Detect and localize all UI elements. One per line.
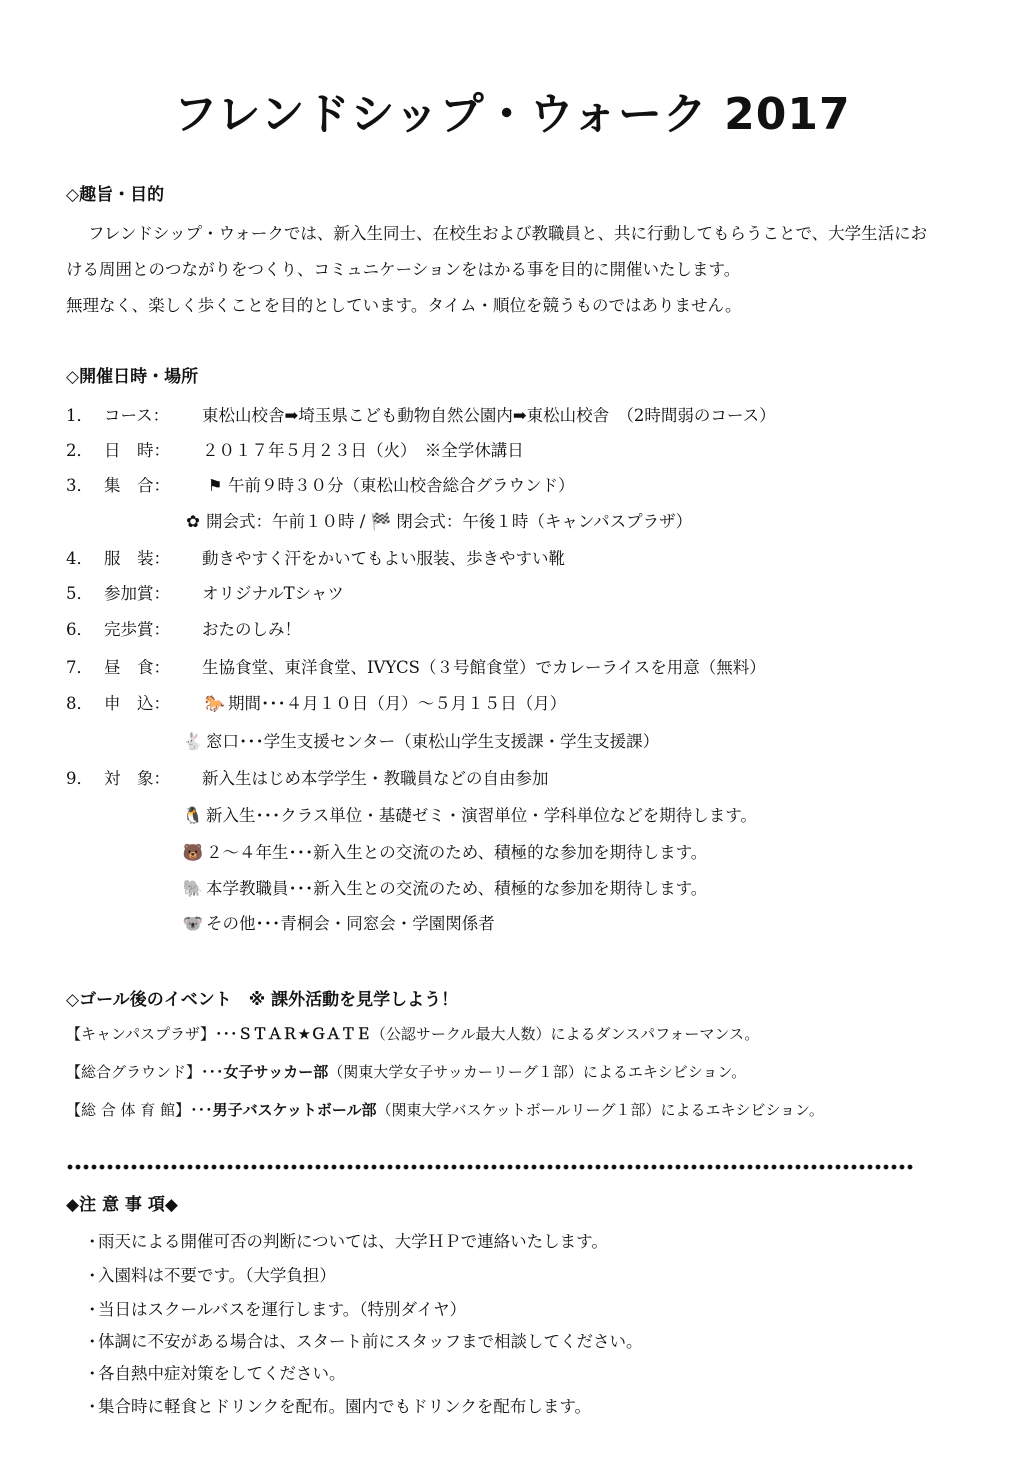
note-item-3: ・当日はスクールバスを運行します。（特別ダイヤ）	[84, 1300, 467, 1319]
bear-icon: 🐻	[182, 843, 204, 862]
event-name: 女子サッカー部	[223, 1063, 329, 1081]
purpose-heading: ◇趣旨・目的	[66, 185, 165, 205]
event-row-gym	[66, 1099, 824, 1120]
note-item-5: ・各自熱中症対策をしてください。	[84, 1364, 346, 1383]
schedule-item-3-sub	[180, 508, 692, 532]
item-number: 9．	[66, 769, 93, 788]
schedule-item-9-sub-1	[180, 802, 757, 826]
purpose-line-2: ける周囲とのつながりをつくり、コミュニケーションをはかる事を目的に開催いたします。	[66, 260, 741, 279]
item-label: コース：	[104, 406, 170, 425]
item-number: 1．	[66, 406, 93, 425]
item-text: その他･･･青桐会・同窓会・学園関係者	[206, 914, 495, 933]
item-label: 完歩賞：	[104, 620, 170, 639]
item-number: 7．	[66, 658, 93, 677]
item-text: 開会式：午前１０時 / 🏁 閉会式：午後１時（キャンパスプラザ）	[206, 512, 693, 531]
event-place: 【総合グラウンド】･･･	[66, 1063, 224, 1081]
item-label: 集 合：	[104, 476, 170, 495]
schedule-item-9-sub-3	[180, 875, 707, 899]
event-row-campus-plaza	[66, 1023, 759, 1044]
schedule-heading: ◇開催日時・場所	[66, 367, 199, 387]
schedule-item-4	[66, 545, 565, 569]
item-label: 昼 食：	[104, 658, 170, 677]
horse-icon: 🐎	[204, 694, 226, 713]
item-text: 新入生･･･クラス単位・基礎ゼミ・演習単位・学科単位などを期待します。	[206, 806, 757, 825]
item-text: 動きやすく汗をかいてもよい服装、歩きやすい靴	[202, 549, 565, 568]
page-title: フレンドシップ・ウォーク 2017	[173, 89, 851, 140]
penguin-icon: 🐧	[182, 806, 204, 825]
elephant-icon: 🐘	[182, 879, 204, 898]
item-text: おたのしみ！	[202, 620, 301, 639]
note-item-2: ・入園料は不要です。（大学負担）	[84, 1266, 336, 1285]
purpose-line-3: 無理なく、楽しく歩くことを目的としています。タイム・順位を競うものではありません。	[66, 296, 742, 315]
note-item-1: ・雨天による開催可否の判断については、大学ＨＰで連絡いたします。	[84, 1232, 608, 1251]
schedule-item-9	[66, 765, 549, 789]
koala-icon: 🐨	[182, 914, 204, 933]
schedule-item-9-sub-2	[180, 839, 707, 863]
item-label: 対 象：	[104, 769, 170, 788]
notes-heading: ◆注 意 事 項◆	[66, 1195, 178, 1215]
item-number: 6．	[66, 620, 93, 639]
note-item-4: ・体調に不安がある場合は、スタート前にスタッフまで相談してください。	[84, 1332, 643, 1351]
item-text: 東松山校舎➡埼玉県こども動物自然公園内➡東松山校舎 （2時間弱のコース）	[202, 406, 776, 425]
event-place: 【キャンパスプラザ】･･･	[66, 1025, 238, 1043]
item-label: 参加賞：	[104, 584, 170, 603]
schedule-item-8-sub	[180, 728, 659, 752]
item-text: 生協食堂、東洋食堂、IVYCS（３号館食堂）でカレーライスを用意（無料）	[202, 658, 766, 677]
item-text: 期間･･･４月１０日（月）～５月１５日（月）	[228, 694, 567, 713]
purpose-line-1: フレンドシップ・ウォークでは、新入生同士、在校生および教職員と、共に行動してもらうことで、大学生活にお	[88, 224, 928, 243]
dotted-divider	[66, 1163, 914, 1171]
item-text: 午前９時３０分（東松山校舎総合グラウンド）	[228, 476, 575, 495]
item-text: 本学教職員･･･新入生との交流のため、積極的な参加を期待します。	[206, 879, 708, 898]
item-number: 5．	[66, 584, 93, 603]
item-text: オリジナルTシャツ	[202, 584, 344, 603]
event-name: ＳＴＡＲ★ＧＡＴＥ	[237, 1025, 371, 1043]
item-number: 4．	[66, 549, 93, 568]
item-text: ２～４年生･･･新入生との交流のため、積極的な参加を期待します。	[206, 843, 708, 862]
item-number: 2．	[66, 441, 93, 460]
schedule-item-9-sub-4	[180, 910, 495, 934]
schedule-item-8	[66, 690, 566, 714]
item-number: 8．	[66, 694, 93, 713]
flower-icon: ✿	[186, 512, 200, 531]
item-label: 日 時：	[104, 441, 170, 460]
schedule-item-2	[66, 437, 524, 461]
item-number: 3．	[66, 476, 93, 495]
event-detail: （関東大学バスケットボールリーグ１部）によるエキシビション。	[376, 1101, 824, 1119]
event-detail: （関東大学女子サッカーリーグ１部）によるエキシビション。	[328, 1063, 747, 1081]
schedule-item-3	[66, 472, 575, 496]
item-text: 窓口･･･学生支援センター（東松山学生支援課・学生支援課）	[206, 732, 660, 751]
schedule-item-5	[66, 580, 344, 604]
schedule-item-1	[66, 402, 776, 426]
item-text: 新入生はじめ本学学生・教職員などの自由参加	[202, 769, 549, 788]
flag-icon: ⚑	[207, 476, 223, 495]
events-heading: ◇ゴール後のイベント ※ 課外活動を見学しよう！	[66, 990, 459, 1010]
schedule-item-7	[66, 654, 766, 678]
item-label: 申 込：	[104, 694, 170, 713]
schedule-item-6	[66, 616, 301, 640]
rabbit-icon: 🐇	[182, 732, 204, 751]
item-label: 服 装：	[104, 549, 170, 568]
event-name: 男子バスケットボール部	[212, 1101, 377, 1119]
event-row-ground	[66, 1061, 746, 1082]
event-detail: （公認サークル最大人数）によるダンスパフォーマンス。	[370, 1025, 760, 1043]
item-text: ２０１７年５月２３日（火） ※全学休講日	[202, 441, 524, 460]
event-place: 【総 合 体 育 館】･･･	[66, 1101, 213, 1119]
note-item-6: ・集合時に軽食とドリンクを配布。園内でもドリンクを配布します。	[84, 1397, 592, 1416]
